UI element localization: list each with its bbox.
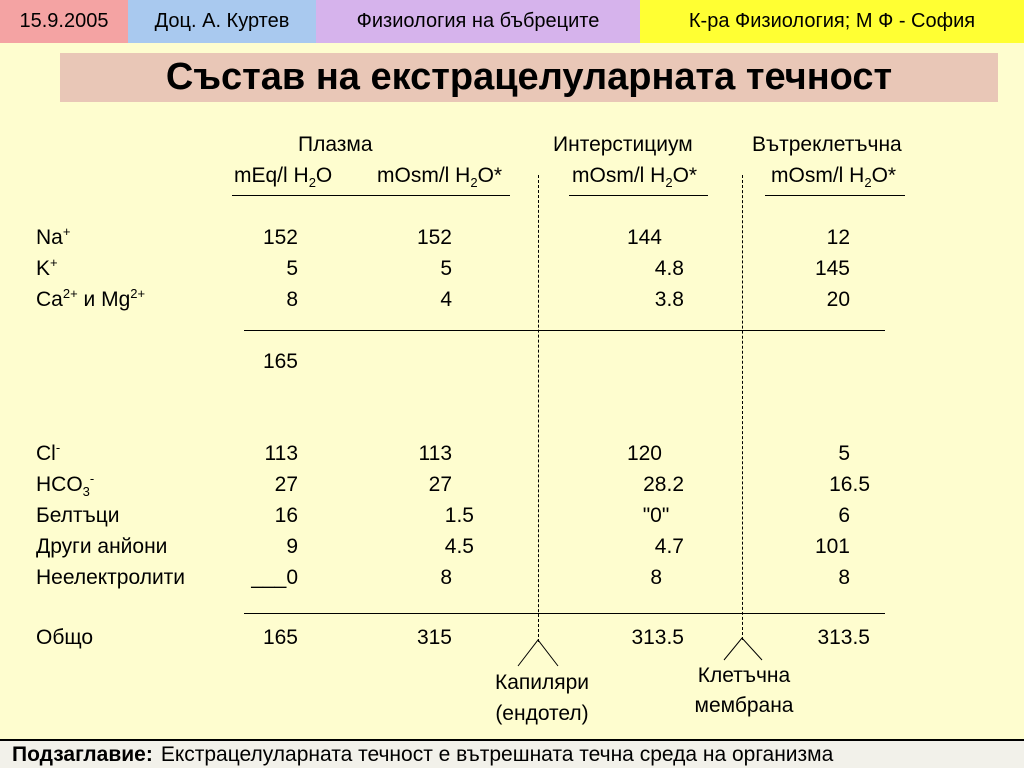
other-meq: 9 bbox=[286, 535, 298, 558]
k-interstitium: 4.8 bbox=[654, 257, 684, 280]
k-intracellular: 145 bbox=[814, 257, 850, 280]
subtitle-label: Подзаглавие: bbox=[12, 742, 153, 766]
header-date: 15.9.2005 bbox=[0, 0, 128, 43]
subtitle-bar bbox=[0, 739, 1024, 768]
protein-intracellular: 6 bbox=[838, 504, 850, 527]
row-label-na: Na+ bbox=[36, 224, 71, 249]
capillaries-label: Капиляри bbox=[494, 671, 590, 694]
other-intracellular: 101 bbox=[814, 535, 850, 558]
nonelec-intracellular: 8 bbox=[838, 566, 850, 589]
row-label-ca-mg: $Ca^{2+}$ и $Mg^{2+}$ bbox=[36, 286, 146, 311]
nonelec-interstitium: 8 bbox=[650, 566, 662, 589]
capillary-pointer bbox=[518, 640, 558, 666]
slide-title: Състав на екстрацелуларната течност bbox=[165, 56, 893, 98]
camg-meq: 8 bbox=[286, 288, 298, 311]
row-label-other-anions: Други анйони bbox=[36, 535, 168, 558]
row-label-hco3: $HCO_3^-$ bbox=[36, 471, 95, 500]
unit-meq-plasma: mEq/l $H_2O$ bbox=[234, 164, 333, 191]
cell-label: Клетъчна bbox=[697, 664, 791, 687]
k-plasma: 5 bbox=[440, 257, 452, 280]
other-interstitium: 4.7 bbox=[654, 535, 684, 558]
row-label-nonelectrolytes: Неелектролити bbox=[36, 566, 186, 589]
nonelec-plasma: 8 bbox=[440, 566, 452, 589]
cl-interstitium: 120 bbox=[626, 442, 662, 465]
cl-plasma: 113 bbox=[418, 442, 452, 465]
protein-plasma: 1.5 bbox=[444, 504, 474, 527]
header-topic: Физиология на бъбреците bbox=[316, 0, 640, 43]
membrane-label: мембрана bbox=[694, 694, 794, 717]
nonelec-meq: ___0 bbox=[251, 566, 298, 589]
camg-intracellular: 20 bbox=[826, 288, 850, 311]
hco3-plasma: 27 bbox=[428, 473, 452, 496]
endothelium-label: (ендотел) bbox=[495, 702, 589, 725]
na-interstitium: 144 bbox=[626, 226, 662, 249]
row-label-proteins: Белтъци bbox=[36, 504, 120, 527]
col-interstitium: Интерстициум bbox=[553, 133, 693, 156]
total-plasma: 315 bbox=[416, 626, 452, 649]
total-intracellular: 313.5 bbox=[817, 626, 870, 649]
k-meq: 5 bbox=[286, 257, 298, 280]
total-meq: 165 bbox=[262, 626, 298, 649]
other-plasma: 4.5 bbox=[444, 535, 474, 558]
unit-mosm-plasma: mOsm/l $H_2O*$ bbox=[377, 164, 503, 191]
hco3-meq: 27 bbox=[274, 473, 298, 496]
cl-intracellular: 5 bbox=[838, 442, 850, 465]
header-department: К-ра Физиология; М Ф - София bbox=[640, 0, 1024, 43]
protein-interstitium: "0" bbox=[642, 504, 670, 527]
row-label-cl: Cl- bbox=[36, 440, 61, 465]
row-label-total: Общо bbox=[36, 626, 94, 649]
camg-interstitium: 3.8 bbox=[654, 288, 684, 311]
hco3-intracellular: 16.5 bbox=[829, 473, 870, 496]
protein-meq: 16 bbox=[274, 504, 298, 527]
col-intracellular: Вътреклетъчна bbox=[752, 133, 902, 156]
hco3-interstitium: 28.2 bbox=[643, 473, 684, 496]
header-author: Доц. А. Куртев bbox=[128, 0, 316, 43]
unit-mosm-intracellular: mOsm/l $H_2O*$ bbox=[771, 164, 897, 191]
camg-plasma: 4 bbox=[440, 288, 452, 311]
cl-meq: 113 bbox=[264, 442, 298, 465]
unit-mosm-interstitium: mOsm/l $H_2O*$ bbox=[572, 164, 698, 191]
col-plasma: Плазма bbox=[298, 133, 373, 156]
na-plasma: 152 bbox=[416, 226, 452, 249]
na-meq: 152 bbox=[262, 226, 298, 249]
cation-total: 165 bbox=[262, 350, 298, 373]
row-label-k: K+ bbox=[36, 255, 58, 280]
membrane-pointer bbox=[724, 638, 762, 660]
total-interstitium: 313.5 bbox=[631, 626, 684, 649]
na-intracellular: 12 bbox=[826, 226, 850, 249]
subtitle-text: Екстрацелуларната течност е вътрешната течна среда на организма bbox=[160, 742, 834, 766]
